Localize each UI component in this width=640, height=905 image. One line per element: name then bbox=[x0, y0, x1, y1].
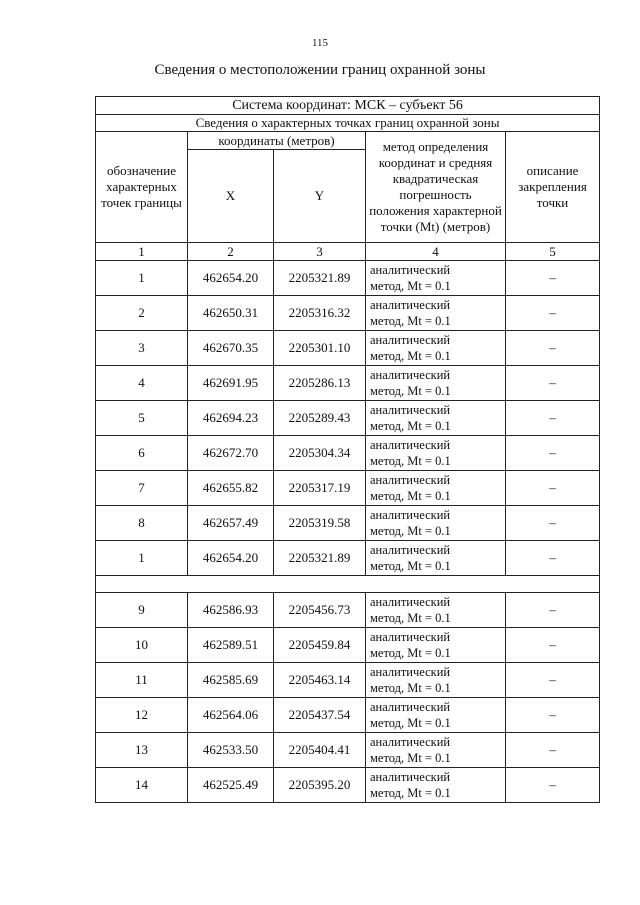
table-row bbox=[96, 401, 600, 436]
method-cell bbox=[366, 733, 506, 768]
method-cell bbox=[366, 436, 506, 471]
method-line-1: аналитический bbox=[370, 735, 451, 749]
table-row bbox=[96, 733, 600, 768]
y-coordinate-cell: 2205404.41 bbox=[274, 733, 366, 768]
y-coordinate-cell: 2205321.89 bbox=[274, 541, 366, 576]
column-header-method: метод определения координат и средняя квадратическая погрешность положения характерной точки (Mt) (метров) bbox=[366, 132, 506, 243]
x-coordinate-cell: 462525.49 bbox=[188, 768, 274, 803]
method-cell bbox=[366, 261, 506, 296]
table-row bbox=[96, 506, 600, 541]
point-cell: 3 bbox=[96, 331, 188, 366]
coordinate-system-header: Система координат: МСК – субъект 56 bbox=[96, 97, 600, 115]
point-cell: 1 bbox=[96, 261, 188, 296]
column-header-coordinates: координаты (метров) bbox=[188, 132, 366, 150]
table-row bbox=[96, 331, 600, 366]
method-line-2: метод, Mt = 0.1 bbox=[370, 384, 451, 398]
method-cell bbox=[366, 698, 506, 733]
method-line-2: метод, Mt = 0.1 bbox=[370, 751, 451, 765]
table-row bbox=[96, 628, 600, 663]
method-line-1: аналитический bbox=[370, 438, 451, 452]
y-coordinate-cell: 2205459.84 bbox=[274, 628, 366, 663]
table-row bbox=[96, 261, 600, 296]
description-cell: – bbox=[506, 366, 600, 401]
y-coordinate-cell: 2205319.58 bbox=[274, 506, 366, 541]
point-cell: 14 bbox=[96, 768, 188, 803]
y-coordinate-cell: 2205437.54 bbox=[274, 698, 366, 733]
method-line-1: аналитический bbox=[370, 595, 451, 609]
point-cell: 4 bbox=[96, 366, 188, 401]
column-number: 4 bbox=[366, 243, 506, 261]
method-line-1: аналитический bbox=[370, 770, 451, 784]
description-cell: – bbox=[506, 733, 600, 768]
point-cell: 13 bbox=[96, 733, 188, 768]
method-line-1: аналитический bbox=[370, 508, 451, 522]
table-row bbox=[96, 593, 600, 628]
table-row bbox=[96, 366, 600, 401]
x-coordinate-cell: 462586.93 bbox=[188, 593, 274, 628]
method-line-2: метод, Mt = 0.1 bbox=[370, 646, 451, 660]
column-number: 3 bbox=[274, 243, 366, 261]
table-row bbox=[96, 698, 600, 733]
method-line-1: аналитический bbox=[370, 630, 451, 644]
x-coordinate-cell: 462670.35 bbox=[188, 331, 274, 366]
y-coordinate-cell: 2205316.32 bbox=[274, 296, 366, 331]
point-cell: 5 bbox=[96, 401, 188, 436]
description-cell: – bbox=[506, 296, 600, 331]
method-line-1: аналитический bbox=[370, 403, 451, 417]
column-number-row bbox=[96, 243, 600, 261]
method-line-1: аналитический bbox=[370, 543, 451, 557]
description-cell: – bbox=[506, 698, 600, 733]
x-coordinate-cell: 462655.82 bbox=[188, 471, 274, 506]
y-coordinate-cell: 2205321.89 bbox=[274, 261, 366, 296]
y-coordinate-cell: 2205304.34 bbox=[274, 436, 366, 471]
x-coordinate-cell: 462691.95 bbox=[188, 366, 274, 401]
method-cell bbox=[366, 663, 506, 698]
x-coordinate-cell: 462564.06 bbox=[188, 698, 274, 733]
description-cell: – bbox=[506, 593, 600, 628]
point-cell: 2 bbox=[96, 296, 188, 331]
table-row bbox=[96, 436, 600, 471]
x-coordinate-cell: 462654.20 bbox=[188, 261, 274, 296]
description-cell: – bbox=[506, 331, 600, 366]
method-line-2: метод, Mt = 0.1 bbox=[370, 611, 451, 625]
column-number: 2 bbox=[188, 243, 274, 261]
x-coordinate-cell: 462672.70 bbox=[188, 436, 274, 471]
method-cell bbox=[366, 366, 506, 401]
method-line-1: аналитический bbox=[370, 298, 451, 312]
description-cell: – bbox=[506, 768, 600, 803]
y-coordinate-cell: 2205289.43 bbox=[274, 401, 366, 436]
x-coordinate-cell: 462657.49 bbox=[188, 506, 274, 541]
table-row bbox=[96, 541, 600, 576]
method-line-1: аналитический bbox=[370, 368, 451, 382]
method-line-2: метод, Mt = 0.1 bbox=[370, 279, 451, 293]
method-cell bbox=[366, 541, 506, 576]
description-cell: – bbox=[506, 541, 600, 576]
y-coordinate-cell: 2205395.20 bbox=[274, 768, 366, 803]
point-cell: 11 bbox=[96, 663, 188, 698]
method-line-2: метод, Mt = 0.1 bbox=[370, 716, 451, 730]
column-number: 1 bbox=[96, 243, 188, 261]
point-cell: 10 bbox=[96, 628, 188, 663]
table-row bbox=[96, 471, 600, 506]
point-cell: 8 bbox=[96, 506, 188, 541]
table-row bbox=[96, 768, 600, 803]
method-line-2: метод, Mt = 0.1 bbox=[370, 681, 451, 695]
point-cell: 9 bbox=[96, 593, 188, 628]
coordinates-table bbox=[95, 96, 600, 803]
y-coordinate-cell: 2205286.13 bbox=[274, 366, 366, 401]
description-cell: – bbox=[506, 471, 600, 506]
column-header-y: Y bbox=[274, 150, 366, 243]
method-line-2: метод, Mt = 0.1 bbox=[370, 786, 451, 800]
y-coordinate-cell: 2205317.19 bbox=[274, 471, 366, 506]
document-title: Сведения о местоположении границ охранной зоны bbox=[154, 62, 486, 78]
y-coordinate-cell: 2205456.73 bbox=[274, 593, 366, 628]
x-coordinate-cell: 462585.69 bbox=[188, 663, 274, 698]
method-line-2: метод, Mt = 0.1 bbox=[370, 349, 451, 363]
method-line-1: аналитический bbox=[370, 665, 451, 679]
description-cell: – bbox=[506, 628, 600, 663]
column-header-description: описание закрепления точки bbox=[506, 132, 600, 243]
section-header: Сведения о характерных точках границ охранной зоны bbox=[96, 115, 600, 132]
point-cell: 7 bbox=[96, 471, 188, 506]
column-header-x: X bbox=[188, 150, 274, 243]
x-coordinate-cell: 462533.50 bbox=[188, 733, 274, 768]
point-cell: 1 bbox=[96, 541, 188, 576]
page-number: 115 bbox=[311, 37, 329, 49]
method-line-1: аналитический bbox=[370, 473, 451, 487]
method-cell bbox=[366, 331, 506, 366]
description-cell: – bbox=[506, 261, 600, 296]
description-cell: – bbox=[506, 401, 600, 436]
x-coordinate-cell: 462589.51 bbox=[188, 628, 274, 663]
method-cell bbox=[366, 593, 506, 628]
y-coordinate-cell: 2205463.14 bbox=[274, 663, 366, 698]
description-cell: – bbox=[506, 663, 600, 698]
group-separator-row bbox=[96, 576, 600, 593]
x-coordinate-cell: 462654.20 bbox=[188, 541, 274, 576]
table-row bbox=[96, 663, 600, 698]
description-cell: – bbox=[506, 436, 600, 471]
method-line-2: метод, Mt = 0.1 bbox=[370, 489, 451, 503]
method-line-2: метод, Mt = 0.1 bbox=[370, 419, 451, 433]
method-cell bbox=[366, 401, 506, 436]
method-line-2: метод, Mt = 0.1 bbox=[370, 524, 451, 538]
empty-cell bbox=[96, 576, 600, 593]
method-cell bbox=[366, 768, 506, 803]
point-cell: 6 bbox=[96, 436, 188, 471]
method-line-2: метод, Mt = 0.1 bbox=[370, 454, 451, 468]
method-line-1: аналитический bbox=[370, 333, 451, 347]
x-coordinate-cell: 462694.23 bbox=[188, 401, 274, 436]
method-line-1: аналитический bbox=[370, 700, 451, 714]
point-cell: 12 bbox=[96, 698, 188, 733]
method-line-2: метод, Mt = 0.1 bbox=[370, 559, 451, 573]
description-cell: – bbox=[506, 506, 600, 541]
table-row bbox=[96, 296, 600, 331]
x-coordinate-cell: 462650.31 bbox=[188, 296, 274, 331]
method-cell bbox=[366, 628, 506, 663]
method-cell bbox=[366, 471, 506, 506]
method-line-1: аналитический bbox=[370, 263, 451, 277]
method-cell bbox=[366, 506, 506, 541]
method-line-2: метод, Mt = 0.1 bbox=[370, 314, 451, 328]
y-coordinate-cell: 2205301.10 bbox=[274, 331, 366, 366]
method-cell bbox=[366, 296, 506, 331]
column-header-point: обозначение характерных точек границы bbox=[96, 132, 188, 243]
column-number: 5 bbox=[506, 243, 600, 261]
